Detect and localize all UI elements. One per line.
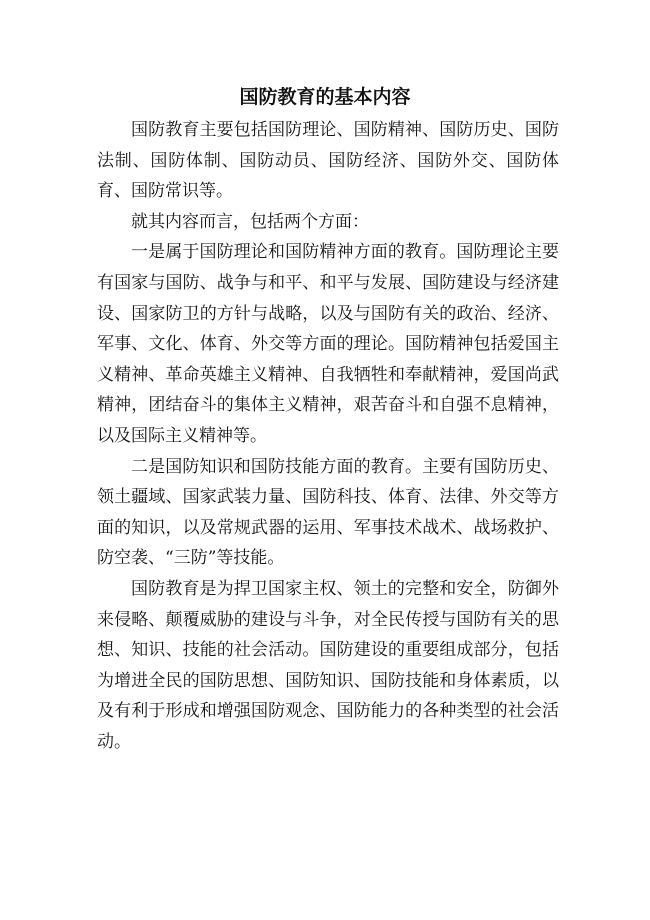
paragraph-knowledge-skills: 二是国防知识和国防技能方面的教育。主要有国防历史、领土疆域、国家武装力量、国防科技、体育、法律、外交等方面的知识，以及常规武器的运用、军事技术战术、战场救护、防空袭、“三防”等技能。 <box>97 456 559 569</box>
paragraph-definition: 国防教育是为捍卫国家主权、领土的完整和安全，防御外来侵略、颠覆威胁的建设与斗争，对全民传授与国防有关的思想、知识、技能的社会活动。国防建设的重要组成部分，包括为增进全民的国防思想、国防知识、国防技能和身体素质，以及有利于形成和增强国防观念、国防能力的各种类型的社会活动。 <box>97 578 559 752</box>
document-body <box>97 115 559 757</box>
paragraph-two-aspects: 就其内容而言，包括两个方面： <box>131 211 369 232</box>
paragraph-scope: 国防教育主要包括国防理论、国防精神、国防历史、国防法制、国防体制、国防动员、国防经济、国防外交、国防体育、国防常识等。 <box>97 120 559 202</box>
document-title: 国防教育的基本内容 <box>239 86 411 108</box>
paragraph-theory-spirit: 一是属于国防理论和国防精神方面的教育。国防理论主要有国家与国防、战争与和平、和平与发展、国防建设与经济建设、国家防卫的方针与战略，以及与国防有关的政治、经济、军事、文化、体育、外交等方面的理论。国防精神包括爱国主义精神、革命英雄主义精神、自我牺牲和奉献精神，爱国尚武精神，团结奋斗的集体主义精神，艰苦奋斗和自强不息精神，以及国际主义精神等。 <box>97 242 559 446</box>
